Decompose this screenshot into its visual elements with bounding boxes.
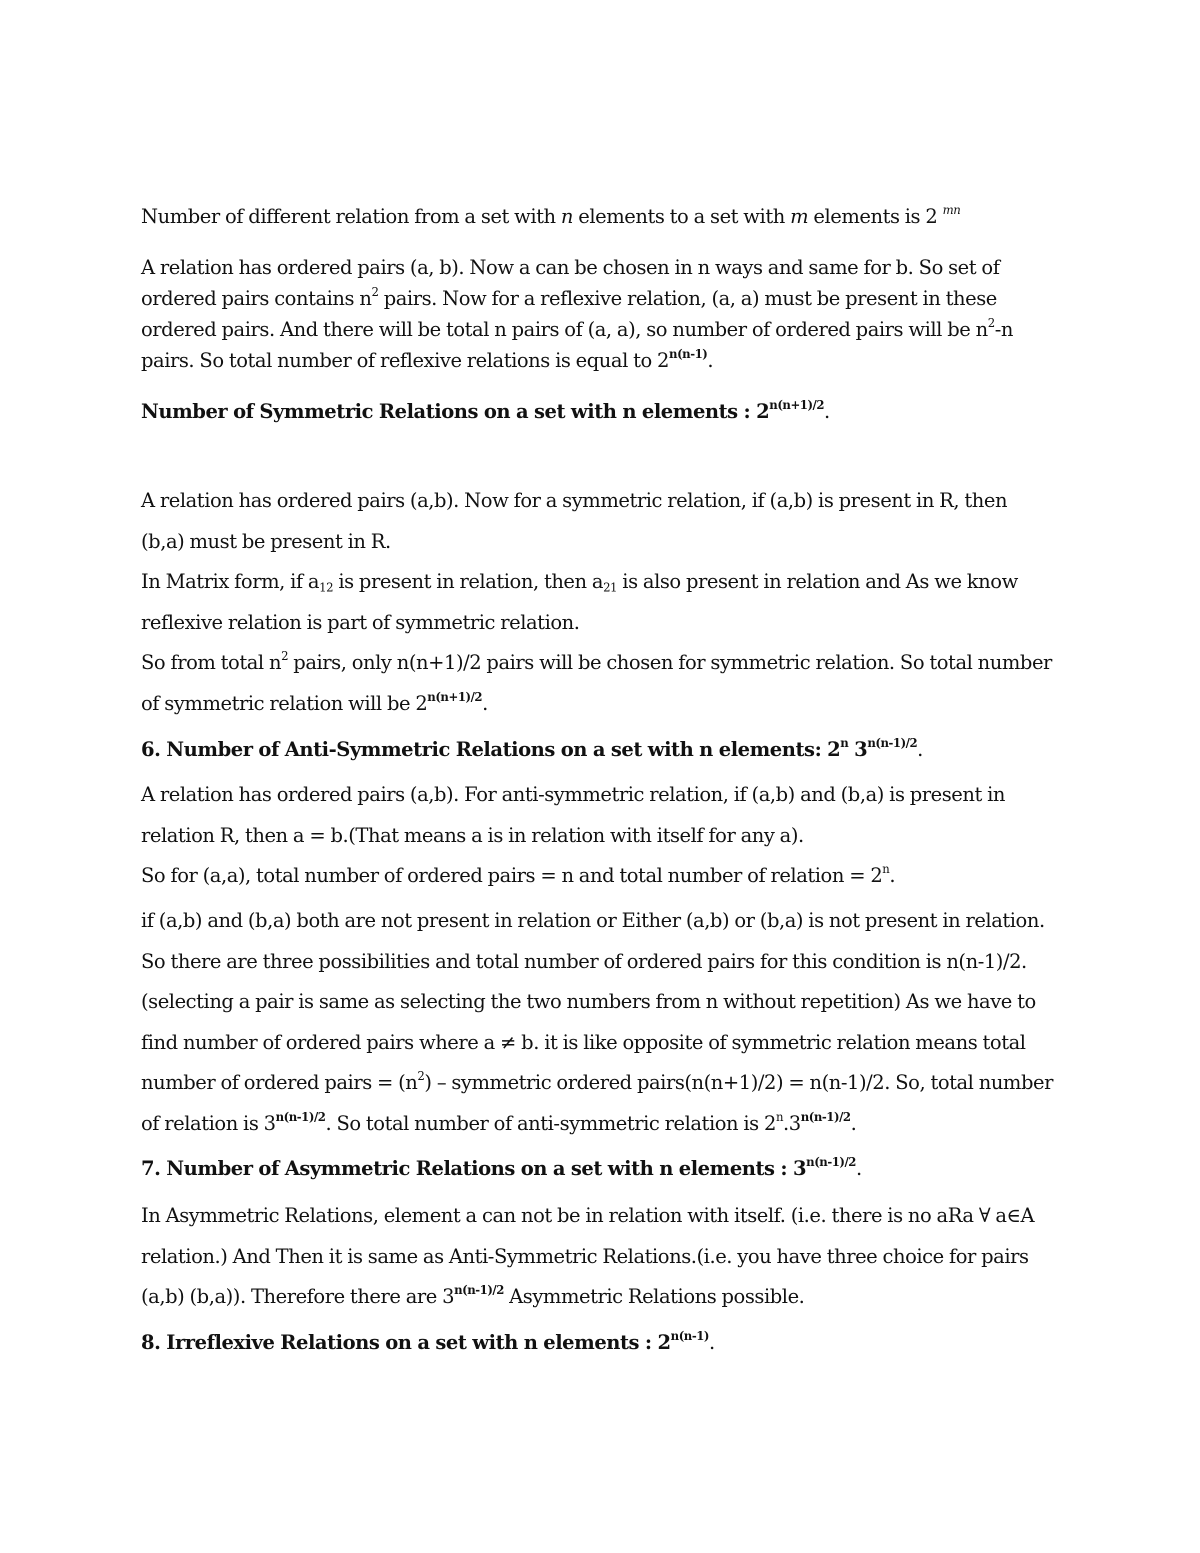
text-run: Asymmetric Relations possible. [503, 1285, 805, 1308]
text-run: (a,b) (b,a)). Therefore there are 3 [141, 1285, 455, 1308]
text-run: So from total n [141, 651, 282, 674]
exponent: n(n-1)/2 [800, 1109, 851, 1124]
text-run: number of ordered pairs = (n [141, 1071, 418, 1094]
asymmetric-paragraph [141, 1196, 1071, 1318]
reflexive-paragraph [141, 252, 1071, 376]
exponent: n(n-1)/2 [867, 736, 918, 751]
text-line: A relation has ordered pairs (a,b). Now for a symmetric relation, if (a,b) is present in R, then [141, 489, 1008, 512]
text-line: A relation has ordered pairs (a, b). Now a can be chosen in n ways and same for b. So set of [141, 256, 1000, 279]
exponent: n(n+1)/2 [769, 398, 825, 413]
exponent: n [840, 736, 849, 751]
intro-paragraph [141, 201, 1071, 232]
text-run: . [824, 400, 830, 423]
text-run: ordered pairs. And there will be total n pairs of (a, a), so number of ordered pairs will be n [141, 318, 988, 341]
text-run: .3 [783, 1111, 801, 1135]
text-run: of symmetric relation will be 2 [141, 691, 428, 715]
text-line [141, 684, 1071, 725]
text-line [141, 856, 1071, 897]
subscript: 21 [603, 580, 618, 595]
intro-text: elements to a set with [573, 205, 791, 228]
text-line [141, 643, 1071, 684]
text-run: -n [994, 318, 1013, 341]
text-run: . [850, 1111, 857, 1135]
text-run: . [855, 1157, 862, 1180]
text-run: pairs. Now for a reflexive relation, (a, a) must be present in these [378, 287, 997, 310]
text-run: ordered pairs contains n [141, 287, 372, 310]
heading-anti-symmetric [141, 734, 1071, 765]
exponent: n(n-1)/2 [454, 1283, 504, 1298]
text-line: find number of ordered pairs where a ≠ b. it is like opposite of symmetric relation means total [141, 1030, 1026, 1054]
heading-text: 3 [848, 738, 868, 761]
intro-text: Number of different relation from a set with [141, 205, 561, 228]
var-n: n [560, 205, 574, 228]
text-run: pairs. So total number of reflexive relations is equal to 2 [141, 349, 670, 372]
text-run: In Matrix form, if a [141, 570, 320, 593]
symmetric-paragraph [141, 481, 1071, 724]
text-run: is also present in relation and As we know [617, 570, 1018, 593]
text-run: of relation is 3 [141, 1111, 276, 1135]
text-run: . [482, 691, 488, 715]
exponent: 2 [371, 285, 379, 300]
heading-symmetric [141, 396, 1071, 427]
text-line: In Asymmetric Relations, element a can not be in relation with itself. (i.e. there is no aRa ∀ a∈A [141, 1204, 1035, 1227]
text-run: . [707, 349, 714, 372]
text-run: . [889, 864, 896, 887]
text-line [141, 1104, 1071, 1145]
exponent: n [775, 1109, 784, 1124]
text-run: So for (a,a), total number of ordered pairs = n and total number of relation = 2 [141, 864, 883, 887]
heading-text: 7. Number of Asymmetric Relations on a set with n elements : 3 [141, 1157, 807, 1180]
intro-line [141, 201, 1071, 232]
exponent: mn [942, 203, 961, 218]
exponent: n(n-1) [670, 1329, 709, 1344]
text-line [141, 1063, 1071, 1104]
text-line: reflexive relation is part of symmetric relation. [141, 610, 580, 634]
text-line: (b,a) must be present in R. [141, 529, 391, 553]
text-line: if (a,b) and (b,a) both are not present in relation or Either (a,b) or (b,a) is not present in relation. [141, 909, 1045, 932]
text-run: is present in relation, then a [333, 570, 604, 593]
heading-text: 6. Number of Anti-Symmetric Relations on a set with n elements: 2 [141, 738, 841, 761]
text-line: So there are three possibilities and total number of ordered pairs for this condition is n(n-1)/2. [141, 949, 1027, 973]
text-line: (selecting a pair is same as selecting the two numbers from n without repetition) As we have to [141, 990, 1036, 1013]
text-line [141, 283, 1071, 314]
var-m: m [790, 205, 809, 228]
text-line: A relation has ordered pairs (a,b). For anti-symmetric relation, if (a,b) and (b,a) is present in [141, 783, 1006, 806]
heading-irreflexive [141, 1327, 1071, 1358]
exponent: 2 [281, 649, 289, 664]
exponent: n(n-1)/2 [806, 1155, 856, 1170]
text-line [141, 314, 1071, 345]
text-line: relation R, then a = b.(That means a is in relation with itself for any a). [141, 823, 804, 847]
text-line [141, 562, 1071, 603]
text-line [141, 1277, 1071, 1318]
text-line [141, 345, 1071, 376]
exponent: n(n+1)/2 [427, 689, 483, 704]
heading-line [141, 1153, 1071, 1184]
subscript: 12 [319, 580, 334, 595]
heading-text: Number of Symmetric Relations on a set with n elements : 2 [141, 400, 770, 423]
heading-line [141, 396, 1071, 427]
intro-text: elements is 2 [808, 205, 943, 228]
heading-text: 8. Irreflexive Relations on a set with n elements : 2 [141, 1331, 671, 1354]
heading-asymmetric [141, 1153, 1071, 1184]
anti-symmetric-detail-paragraph [141, 901, 1071, 1144]
text-run: ) – symmetric ordered pairs(n(n+1)/2) = n(n-1)/2. So, total number [424, 1071, 1053, 1094]
anti-symmetric-paragraph [141, 775, 1071, 897]
exponent: n [882, 862, 890, 877]
exponent: n(n-1)/2 [275, 1109, 326, 1124]
text-run: . [917, 738, 923, 761]
exponent: 2 [417, 1069, 425, 1084]
text-line: relation.) And Then it is same as Anti-Symmetric Relations.(i.e. you have three choice for pairs [141, 1244, 1029, 1268]
heading-line [141, 734, 1071, 765]
text-run: . [708, 1331, 715, 1354]
exponent: n(n-1) [669, 347, 708, 362]
exponent: 2 [987, 316, 995, 331]
text-run: . So total number of anti-symmetric relation is 2 [325, 1111, 776, 1135]
heading-line [141, 1327, 1071, 1358]
text-run: pairs, only n(n+1)/2 pairs will be chosen for symmetric relation. So total number [288, 651, 1052, 674]
